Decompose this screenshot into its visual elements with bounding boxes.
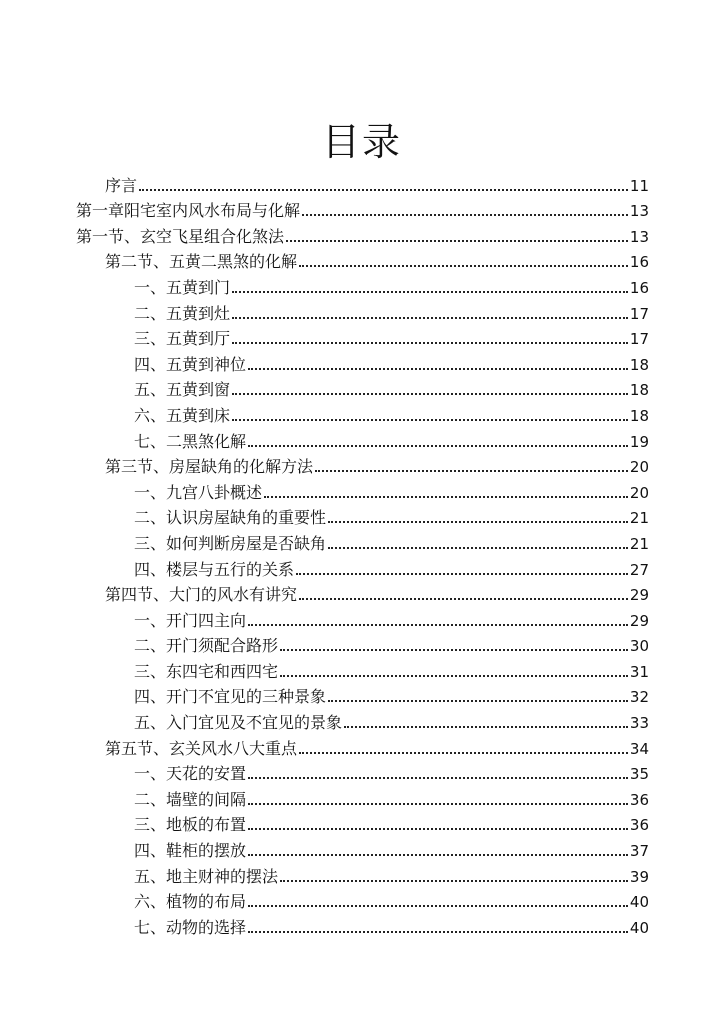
toc-entry[interactable] [0,349,724,375]
toc-entry-title: 一、九宫八卦概述 [134,482,263,502]
toc-page-number: 34 [629,739,649,758]
toc-entry[interactable] [0,656,724,682]
toc-dot-leader [232,393,628,395]
toc-page-number: 17 [629,304,649,323]
toc-dot-leader [315,470,628,472]
toc-entry-title: 四、开门不宜见的三种景象 [134,687,327,707]
toc-page-number: 18 [629,381,649,400]
toc-page-number: 20 [629,483,649,502]
toc-dot-leader [328,521,628,523]
toc-page-number: 39 [629,867,649,886]
toc-entry-title: 序言 [105,175,138,195]
toc-page-number: 36 [629,790,649,809]
toc-dot-leader [264,496,628,498]
toc-page-number: 36 [629,816,649,835]
toc-entry-title: 五、入门宜见及不宜见的景象 [134,713,343,733]
toc-page-number: 17 [629,330,649,349]
toc-page-number: 11 [629,176,649,195]
toc-entry[interactable] [0,810,724,836]
toc-entry[interactable] [0,912,724,938]
toc-entry[interactable] [0,835,724,861]
toc-dot-leader [344,726,628,728]
toc-page-number: 30 [629,637,649,656]
toc-entry[interactable] [0,272,724,298]
toc-entry[interactable] [0,707,724,733]
toc-dot-leader [248,777,628,779]
toc-page-number: 40 [629,918,649,937]
toc-dot-leader [280,649,628,651]
toc-entry-title: 第一章阳宅室内风水布局与化解 [76,201,301,221]
toc-page-number: 20 [629,458,649,477]
toc-entry-title: 五、五黄到窗 [134,380,231,400]
toc-entry[interactable] [0,580,724,606]
toc-page-number: 13 [629,227,649,246]
toc-entry-title: 第三节、房屋缺角的化解方法 [105,457,314,477]
toc-dot-leader [299,265,628,267]
toc-dot-leader [248,905,628,907]
toc-entry-title: 四、五黄到神位 [134,354,247,374]
toc-dot-leader [248,624,628,626]
toc-dot-leader [232,419,628,421]
toc-entry-title: 三、如何判断房屋是否缺角 [134,533,327,553]
toc-page-number: 18 [629,406,649,425]
toc-entry-title: 三、东四宅和西四宅 [134,661,279,681]
toc-page-number: 27 [629,560,649,579]
toc-entry[interactable] [0,196,724,222]
toc-entry[interactable] [0,477,724,503]
toc-dot-leader [299,752,628,754]
toc-entry[interactable] [0,784,724,810]
toc-entry-title: 第二节、五黄二黑煞的化解 [105,252,298,272]
toc-entry[interactable] [0,759,724,785]
toc-entry[interactable] [0,452,724,478]
toc-entry-title: 三、五黄到厅 [134,329,231,349]
toc-entry-title: 七、动物的选择 [134,917,247,937]
toc-entry-title: 二、墙壁的间隔 [134,789,247,809]
toc-entry[interactable] [0,631,724,657]
toc-entry-title: 二、开门须配合路形 [134,636,279,656]
toc-entry[interactable] [0,221,724,247]
toc-entry-title: 六、五黄到床 [134,405,231,425]
toc-page-number: 21 [629,534,649,553]
toc-page-number: 29 [629,586,649,605]
toc-page-number: 21 [629,509,649,528]
toc-entry-title: 四、楼层与五行的关系 [134,559,295,579]
toc-entry[interactable] [0,503,724,529]
toc-dot-leader [328,700,628,702]
toc-dot-leader [328,547,628,549]
toc-dot-leader [248,854,628,856]
toc-entry[interactable] [0,605,724,631]
toc-entry-title: 六、植物的布局 [134,892,247,912]
toc-dot-leader [299,598,628,600]
toc-entry[interactable] [0,426,724,452]
toc-dot-leader [248,445,628,447]
toc-dot-leader [232,342,628,344]
toc-dot-leader [232,291,628,293]
toc-dot-leader [280,880,628,882]
toc-dot-leader [232,317,628,319]
toc-dot-leader [302,214,628,216]
toc-entry[interactable] [0,733,724,759]
toc-entry-title: 第五节、玄关风水八大重点 [105,738,298,758]
toc-page-number: 33 [629,714,649,733]
toc-dot-leader [286,240,628,242]
toc-entry-title: 二、认识房屋缺角的重要性 [134,508,327,528]
toc-entry-title: 第四节、大门的风水有讲究 [105,585,298,605]
toc-entry[interactable] [0,861,724,887]
toc-page-number: 40 [629,893,649,912]
toc-entry[interactable] [0,247,724,273]
toc-entry-title: 五、地主财神的摆法 [134,866,279,886]
toc-entry-title: 四、鞋柜的摆放 [134,841,247,861]
toc-page-number: 13 [629,202,649,221]
toc-entry-title: 一、开门四主向 [134,610,247,630]
toc-entry[interactable] [0,298,724,324]
toc-entry-title: 一、五黄到门 [134,277,231,297]
toc-dot-leader [248,368,628,370]
toc-page-number: 16 [629,253,649,272]
toc-page-number: 35 [629,765,649,784]
toc-entry[interactable] [0,528,724,554]
table-of-contents [0,170,724,938]
toc-entry[interactable] [0,400,724,426]
toc-dot-leader [280,675,628,677]
toc-entry-title: 七、二黑煞化解 [134,431,247,451]
toc-page-number: 19 [629,432,649,451]
toc-entry-title: 一、天花的安置 [134,764,247,784]
toc-dot-leader [139,189,628,191]
toc-entry[interactable] [0,324,724,350]
toc-page-number: 37 [629,842,649,861]
toc-page-number: 29 [629,611,649,630]
toc-dot-leader [248,803,628,805]
toc-entry-title: 二、五黄到灶 [134,303,231,323]
toc-entry-title: 第一节、玄空飞星组合化煞法 [76,226,285,246]
toc-entry[interactable] [0,554,724,580]
toc-entry[interactable] [0,682,724,708]
toc-entry[interactable] [0,887,724,913]
toc-dot-leader [248,931,628,933]
toc-entry[interactable] [0,170,724,196]
toc-entry[interactable] [0,375,724,401]
toc-dot-leader [296,573,628,575]
toc-entry-title: 三、地板的布置 [134,815,247,835]
toc-page-number: 18 [629,355,649,374]
toc-page-number: 16 [629,278,649,297]
page-title: 目录 [321,120,402,164]
toc-page-number: 32 [629,688,649,707]
toc-page-number: 31 [629,662,649,681]
toc-dot-leader [248,828,628,830]
